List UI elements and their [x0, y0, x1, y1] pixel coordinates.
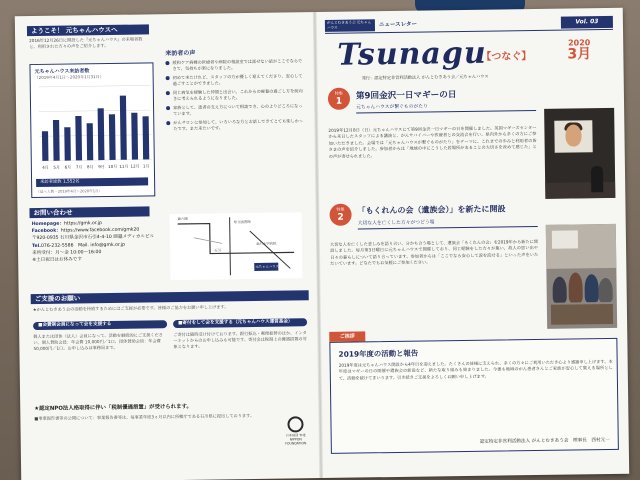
bullet-icon: [166, 121, 170, 125]
feature-number: 1: [335, 96, 343, 107]
lecture-photo: [544, 108, 615, 199]
total-value: 1,552名: [62, 179, 80, 185]
chart-title: 元ちゃんハウス来訪者数: [34, 68, 90, 75]
support-member-title: ■会費制会員になって会を支援する: [33, 320, 167, 330]
tick-label: 10月: [108, 163, 118, 169]
feature-kicker: 特集: [334, 90, 343, 96]
support-member: [33, 320, 167, 352]
masthead-subtitle: 【つなぐ】: [481, 51, 532, 63]
visitor-chart: [29, 62, 155, 198]
feature-2-text: 大切な人を亡くした悲しみを語り合い、分かち合う場として、遺族会「もくれんの会」を2019年から新たに開設しました。毎月第3日曜日に元ちゃんハウスで開催しており、同じ経験をした方々が集い、故人の思い出や日々の暮らしについて語り合っています。参加者からは「ここでなら安心して涙を流せる」といった声をいただいています。どなたでもお気軽にご参加ください。: [329, 238, 539, 267]
org-tab: がんとむきあう会 元ちゃんハウス: [325, 19, 375, 32]
tick-label: 9月: [98, 164, 105, 170]
issue-date: [555, 38, 603, 63]
right-page: [321, 16, 621, 470]
feature-1-subtitle: 元ちゃんハウスが繋ぐものがたり: [356, 104, 428, 111]
feature-number: 2: [337, 212, 344, 223]
tick-label: 5月: [53, 164, 60, 170]
map-label: 金沢大学病院: [255, 241, 277, 246]
volume-badge: Vol. 03: [561, 16, 613, 29]
chart-bar: [131, 113, 138, 160]
greeting-text: 2019年度は元ちゃんハウス開設から4年目を迎えました。たくさんの皆様に支えられ、多くの方々にご利用いただき心より感謝申し上げます。本年度はマギーの日の開催や遺族会の新設など、新たな取り組みも始まりました。今後も地域のがん患者さんとご家族が安心して集える場所として、活動を続けてまいります。引き続きご支援をよろしくお願い申し上げます。: [338, 358, 613, 381]
tick-label: 4月: [42, 164, 49, 170]
voice-text: 緩和ケア病棟の医療者や病院の相談室では話せない話がここでならできて、気持ちが楽になりました。: [172, 58, 303, 72]
participant: [568, 272, 582, 302]
chart-total: [36, 177, 148, 187]
contact-value: https://www.facebook.com/gmk20: [60, 227, 140, 234]
tick-label: 6月: [64, 164, 72, 170]
support-intro: ★がんとむきあう会の活動を持続するためにはご支援が必要です。皆様のご協力をお願い申し上げます。: [32, 304, 229, 313]
tick-label: 12月: [130, 163, 140, 169]
contact-label: Tel.: [31, 243, 41, 249]
greeting-tab: ご挨拶: [329, 331, 365, 342]
certified-note: ★認定NPO法人格取得に伴い「税制優遇措置」が受けられます。: [34, 403, 192, 413]
map-label: 兼六園: [177, 216, 188, 222]
voice-item: [166, 73, 306, 87]
issue-month: 3月: [567, 46, 592, 63]
gridline: [39, 85, 151, 87]
newsletter-label: ニュースレター: [378, 21, 417, 29]
feature-kicker: 特集: [336, 206, 345, 212]
intro-text: 2016年12月26日に開設した『元ちゃんハウス』の来場者数と、利用された方々の声をご紹介します。: [29, 36, 143, 50]
contact-value: 〒920-0935 石川県金沢市石引4-4-10 細越メディカルビル: [31, 234, 155, 242]
portrait-face: [565, 124, 581, 146]
voice-text: がんサロンに参加して、いろいろな方とお話しできてとても楽しかったです。また来たいです。: [173, 118, 304, 132]
chart-bar: [64, 127, 71, 160]
bullet-icon: [166, 91, 170, 95]
contact-heading: お問い合わせ: [29, 206, 149, 218]
whiteboard: [552, 230, 578, 248]
map-label: 元ちゃんハウス: [255, 264, 279, 269]
contact-label: Facebook：: [31, 228, 61, 235]
newsletter-spread: [15, 8, 629, 480]
tick-label: 11月: [119, 163, 129, 169]
participant: [598, 278, 612, 302]
voices-list: [165, 58, 306, 135]
support-member-text: 個人または団体（法人）会員になって、活動を継続的にご支援ください。個人賛助会員：年会費 10,000円／1口、団体賛助会員：年会費 50,000円／1口。お申し込みは事務局まで。: [33, 332, 164, 352]
support-donation-text: ご寄付は随時受け付けております。銀行振込・郵便振替のほか、インターネットからのお申し込みも可能です。寄付金は税制上の優遇措置の対象となります。: [173, 330, 307, 350]
support-heading: ご支援のお願い: [31, 290, 309, 304]
contact-info: [32, 219, 159, 264]
voice-item: [166, 88, 306, 102]
contact-value: ※土日祝日はお休みです: [32, 257, 83, 264]
left-page: [25, 20, 313, 474]
gridline: [39, 110, 151, 112]
tick-label: 1月: [142, 163, 150, 169]
bar-chart: [35, 83, 152, 171]
voices-heading: 来訪者の声: [165, 49, 196, 58]
chart-bar: [87, 123, 94, 160]
speaker: [591, 166, 603, 192]
feature-2-badge: [329, 204, 351, 226]
voice-item: [166, 118, 306, 132]
foundation-mark-icon: [287, 416, 303, 432]
feature-1-title: 第9回金沢一日マギーの日: [355, 90, 457, 102]
nippon-foundation-logo: [284, 416, 307, 460]
tick-label: 7月: [75, 164, 83, 170]
feature-2-subtitle: 大切な人を亡くした方々がつどう場: [357, 220, 435, 227]
chart-subtitle: （2019年4月1日〜2020年1月31日）: [34, 74, 104, 80]
map-label: 石引: [214, 248, 221, 253]
access-map: [170, 212, 303, 280]
voice-item: [166, 103, 306, 117]
voice-text: 初めて来たけれど、スタッフの方が優しく迎えてくださり、安心して過ごすことができました。: [172, 73, 303, 87]
tick-label: 8月: [86, 164, 94, 170]
voice-item: [165, 58, 305, 72]
chart-bar: [120, 96, 127, 160]
map-label: 県立図書館: [233, 219, 251, 225]
podium: [545, 182, 615, 199]
bullet-icon: [165, 61, 169, 65]
participant: [552, 277, 566, 303]
masthead-logo: Tsunagu: [337, 35, 487, 73]
group-photo: [546, 224, 617, 329]
support-donation: [173, 318, 307, 350]
feature-1-badge: [328, 88, 350, 110]
support-donation-title: ■寄付をして会を支援する（元ちゃんハウス運営基金）: [173, 318, 307, 328]
chart-bar: [42, 131, 49, 161]
greeting-signature: 認定特定非営利活動法人 がんとむきあう会 理事長 西村元一: [479, 438, 610, 445]
chart-bar: [53, 120, 60, 161]
meeting-table: [551, 304, 613, 325]
chart-bar: [98, 108, 105, 160]
feature-1-rule: [356, 110, 536, 114]
contact-value: https://gmk.or.jp: [63, 221, 102, 227]
feature-2-title: 「もくれんの会（遺族会）」を新たに開設: [357, 204, 506, 216]
disclosure-note: ■事業報告書等の公開について：事業報告書等は、毎事業年度3ヵ月以内に所轄庁である石川県に提出しております。: [34, 412, 255, 422]
voice-text: 同じ病気を経験した仲間と出会い、これからの療養の過ごし方を前向きに考えられるようになりました。: [172, 88, 303, 102]
issuer-line: 発行：認定特定非営利活動法人 がんとむきあう会／元ちゃんハウス: [361, 73, 489, 81]
chart-bar: [109, 114, 116, 160]
participant: [584, 274, 598, 302]
voice-text: 家族として、患者の支え方について相談でき、心のよりどころになっています。: [173, 103, 303, 117]
chart-footnote: （延べ人数・2019年4月〜2020年1月）: [36, 189, 103, 194]
feature-2-rule: [358, 226, 538, 230]
contact-label: Homepage：: [31, 221, 65, 228]
greeting-box: [329, 338, 619, 454]
contact-value: 076-232-5586 Mail. info@gmk.or.jp: [40, 242, 126, 249]
greeting-title: 2019年度の活動と報告: [338, 348, 419, 359]
issue-year: 2020: [568, 38, 591, 48]
contact-line: [32, 255, 158, 264]
bullet-icon: [166, 76, 170, 80]
foundation-name: 日本財団 THE NIPPON FOUNDATION: [285, 433, 307, 446]
welcome-heading: ようこそ！ 元ちゃんハウスへ: [27, 24, 149, 36]
chart-bar: [143, 116, 150, 159]
chart-bar: [75, 116, 82, 160]
bullet-icon: [166, 106, 170, 110]
total-label: 来訪者総数: [40, 179, 62, 185]
contact-value: 来所受付：月〜金 10:00〜16:00: [32, 249, 102, 256]
feature-1-text: 2019年12月8日（日）元ちゃんハウスにて第9回金沢一日マギーの日を開催しました。英国マギーズセンターから来日したスタッフによる講演と、がんサバイバーや医療者との交流会を行い、県内外から多くの方にご参加いただきました。会場では「元ちゃんハウスが繋ぐものがたり」をテーマに、これまでの歩みと利用者の皆さまの声を紹介しました。参加者からは「地域の中にこうした居場所があることの大切さを改めて感じた」との声が寄せられました。: [328, 124, 537, 159]
